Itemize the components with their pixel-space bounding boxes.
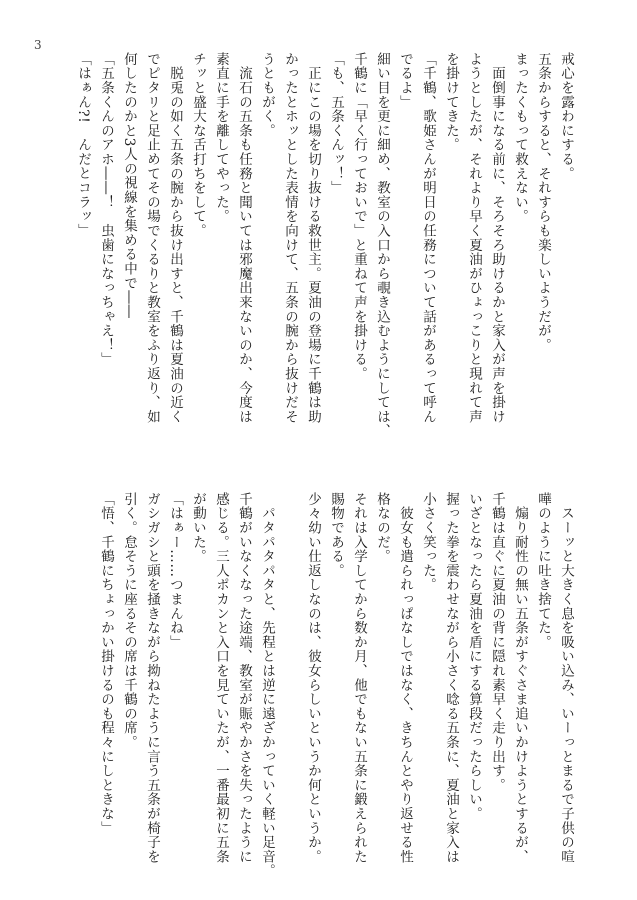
- text-line: 小さく笑った。: [420, 492, 436, 593]
- text-line: 流石の五条も任務と聞いては邪魔出来ないのか、今度は: [236, 52, 252, 424]
- text-line: うともがく。: [259, 52, 275, 138]
- text-line: が動いた。: [190, 492, 206, 564]
- text-line: 「千鶴、歌姫さんが明日の任務について話があるって呼ん: [420, 52, 436, 424]
- text-line: それは入学してから数か月、他でもない五条に鍛えられた: [351, 492, 367, 864]
- text-line: かったとホッとした表情を向けて、五条の腕から抜けだそ: [282, 52, 298, 424]
- text-line: 細い目を更に細め、教室の入口から覗き込むようにしては、: [374, 52, 390, 439]
- text-line: スーッと大きく息を吸い込み、いーっとまるで子供の喧: [558, 492, 574, 864]
- text-line: 賜物である。: [328, 492, 344, 578]
- text-line: ガシガシと頭を掻きながら拗ねたように言う五条が椅子を: [144, 492, 160, 864]
- text-line: 「はぁー……つまんね」: [167, 492, 183, 650]
- text-line: 彼女も遣られっぱなしではなく、きちんとやり返せる性: [397, 492, 413, 864]
- text-line: パタパタパタと、先程とは逆に遠ざかっていく軽い足音。: [259, 492, 275, 879]
- text-line: 少々幼い仕返しなのは、彼女らしいというか何というか。: [305, 492, 321, 864]
- text-line: チッと盛大な舌打ちをして。: [190, 52, 206, 238]
- text-line: 「悟、千鶴にちょっかい掛けるのも程々にしときな」: [98, 492, 114, 836]
- text-line: まったくもって救えない。: [512, 52, 528, 224]
- text-line: 引く。怠そうに座るその席は千鶴の席。: [121, 492, 137, 750]
- text-line: 面倒事になる前に、そろそろ助けるかと家入が声を掛け: [489, 52, 505, 424]
- text-line: ようとしたが、それより早く夏油がひょっこりと現れて声: [466, 52, 482, 424]
- text-line: 五条からすると、それすらも楽しいようだが。: [535, 52, 551, 353]
- text-line: 素直に手を離してやった。: [213, 52, 229, 224]
- text-line: を掛けてきた。: [443, 52, 459, 153]
- text-line: いざとなったら夏油を盾にする算段だったらしい。: [466, 492, 482, 821]
- text-line: 嘩のように吐き捨てた。: [535, 492, 551, 650]
- text-line: 握った拳を震わせながら小さく唸る五条に、夏油と家入は: [443, 492, 459, 864]
- text-line: 正にこの場を切り抜ける救世主。夏油の登場に千鶴は助: [305, 52, 321, 424]
- bottom-text-block: [94, 492, 577, 879]
- text-line: 何したのかと3人の視線を集める中で――: [121, 52, 137, 319]
- text-line: 千鶴に「早く行っておいで」と重ねて声を掛ける。: [351, 52, 367, 381]
- text-line: 煽り耐性の無い五条がすぐさま追いかけようとするが、: [512, 492, 528, 864]
- text-line: 脱兎の如く五条の腕から抜け出すと、千鶴は夏油の近く: [167, 52, 183, 424]
- text-line: 戒心を露わにする。: [558, 52, 574, 181]
- text-line: 「五条くんのアホ――！ 虫歯になっちゃえ！」: [98, 52, 114, 367]
- blank-line: [278, 492, 301, 872]
- text-line: 千鶴がいなくなった途端、教室が賑やかさを失ったように: [236, 492, 252, 864]
- text-line: 「はぁん?! んだとコラッ」: [75, 52, 91, 238]
- top-text-block: [71, 52, 577, 447]
- text-line: でるよ」: [397, 52, 413, 110]
- text-line: 感じる。三人ポカンと入口を見ていたが、一番最初に五条: [213, 492, 229, 864]
- text-line: でピタリと足止めてその場でくるりと教室をふり返り、如: [144, 52, 160, 424]
- page-number: 3: [34, 38, 42, 52]
- text-line: 千鶴は直ぐに夏油の背に隠れ素早く走り出す。: [489, 492, 505, 793]
- text-line: 格なのだ。: [374, 492, 390, 564]
- text-line: 「も、五条くんッ！」: [328, 52, 344, 195]
